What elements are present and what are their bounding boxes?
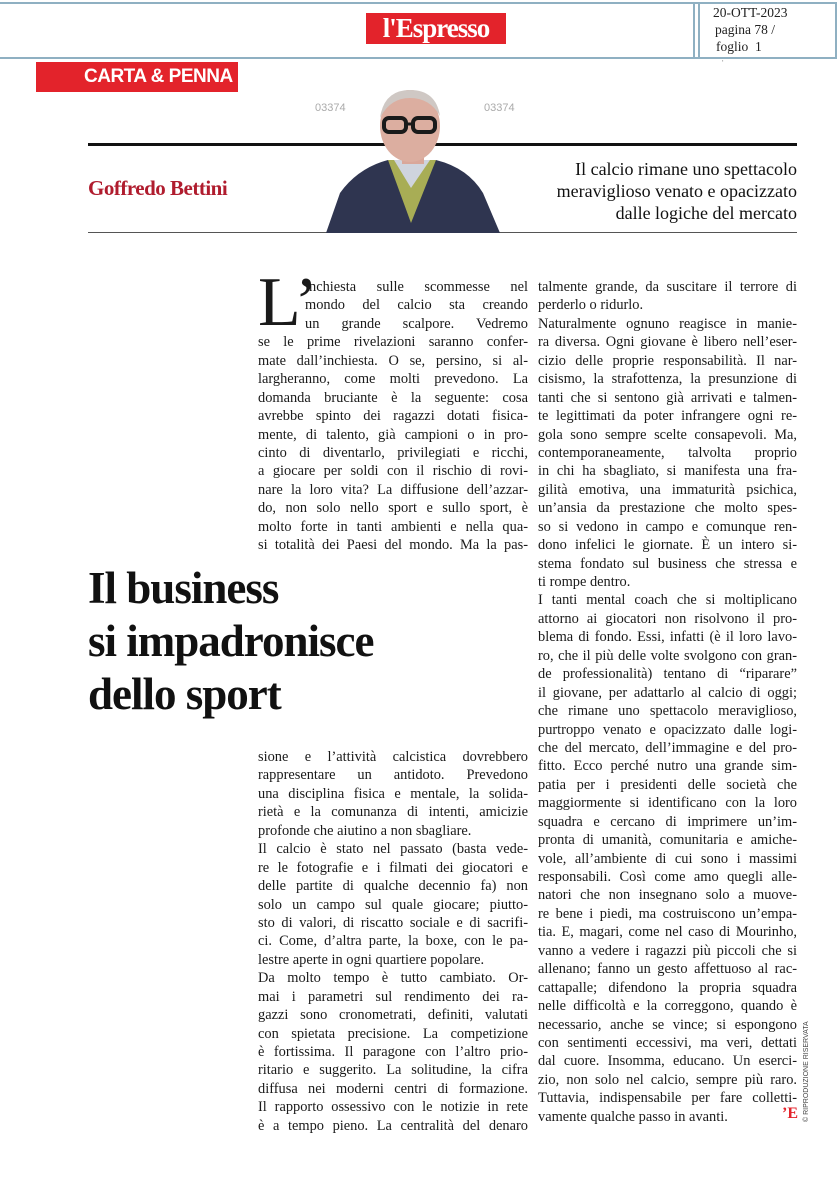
end-mark: ’E [782,1105,798,1122]
date-box [713,4,788,55]
text-line: attorno ai giocatori non risolvono il pro- [538,610,797,627]
text-line: blema di fondo. Essi, infatti (è il loro lavo- [538,629,797,646]
text-line: re bene i piedi, ma costruiscono un’empa- [538,905,797,922]
text-line: I tanti mental coach che si moltiplicano [538,592,797,609]
text-line: talmente grande, da suscitare il terrore di [538,279,797,295]
headline-line: si impadronisce [88,616,374,666]
text-line: nelle difficoltà e la correggono, quando è [538,998,797,1015]
text-line: in chi ha sbagliato, si manifesta una fra- [538,463,797,480]
author-photo [318,88,504,233]
headline-line: dello sport [88,669,281,719]
body-column-3 [538,278,797,1126]
clip-code: 03374 [484,102,515,114]
subtitle-line: meraviglioso venato e opacizzato [556,181,797,201]
text-line: vole, all’ambiente di cui sono i massimi [538,850,797,867]
text-line: sione e l’attività calcistica dovrebbero [258,749,528,765]
text-line: tia. E, magari, come nel caso di Mourinho, [538,924,797,941]
text-line: perderlo o ridurlo. [538,297,644,314]
text-line: do, non solo nello sport e sullo sport, è [258,500,528,517]
text-line: diffusa nei moderni centri di formazione. [258,1080,528,1097]
text-line: si totalità dei Paesi del mondo. Ma la pas- [258,537,528,554]
text-line: con sentimenti eccessivi, ma veri, dettati [538,1034,797,1051]
text-line: mente, di talento, già campioni o in pro- [258,426,528,443]
text-line: rappresentare un antidoto. Prevedono [258,767,528,784]
section-rubric: CARTA & PENNA [36,62,238,92]
header-divider [698,2,700,57]
text-line: è a tempo pieno. La centralità del denaro [258,1117,528,1134]
header-divider [693,2,695,57]
text-line: ro, che il più delle volte svolgono con gran- [538,647,797,664]
text-line: patia per i presidenti delle società che [538,776,797,793]
text-line: ci. Come, d’altra parte, la boxe, con le pa- [258,933,528,950]
text-line: so si vedono in campo e comunque ren- [538,518,797,535]
text-line: gazzi sono cronometrati, definiti, valutati [258,1007,528,1024]
text-line: sto di valori, di riscatto sociale e di sacrifi- [258,914,528,931]
text-line: mai i parametri sul rendimento dei ra- [258,988,528,1005]
text-line: allenano; fanno un gesto affettuoso al rac- [538,961,797,978]
text-line: a giocare per soldi con il rischio di rovi- [258,463,528,480]
body-column-2-top [258,278,528,555]
text-line: solo un campo sul quale giocare; piutto- [258,896,528,913]
text-line: dono infelici le giornate. È un intero si- [538,537,797,554]
text-line: necessario, anche se vince; si espongono [538,1016,797,1033]
text-line: profonde che aiutino a non sbagliare. [258,822,472,839]
text-line: con spietata precisione. La competizione [258,1025,528,1042]
text-line: natori che non insegnano solo a muove- [538,887,797,904]
text-line: dal cuore. Insomma, educano. Un eserci- [538,1053,797,1070]
text-line: Naturalmente ognuno reagisce in manie- [538,315,797,332]
copyright-notice: © RIPRODUZIONE RISERVATA [803,1021,810,1122]
text-line: avrebbe spinto dei ragazzi dotati fisica- [258,408,528,425]
text-line: gilità emotiva, una immaturità psichica, [538,481,797,498]
text-line: cizio delle proprie responsabilità. Il nar- [538,352,797,369]
text-line: cisismo, la strafottenza, la presunzione di [538,371,797,388]
text-line: che rimane uno spettacolo meraviglioso, [538,703,797,720]
date: 20-OTT-2023 [713,5,788,20]
text-line: vamente qualche passo in avanti. [538,1108,728,1125]
text-line: contemporaneamente, talvolta proprio [538,444,797,461]
text-line: stema fondato sul business che stressa e [538,555,797,572]
text-line: ti rompe dentro. [538,574,631,590]
text-line: Tuttavia, indispensabile per fare colletti- [538,1090,797,1107]
text-line: un’ansia da prestazione che molto spes- [538,500,797,517]
text-line: un grande scalpore. Vedremo [305,315,528,332]
author-name: Goffredo Bettini [88,176,228,200]
text-line: zio, non solo nel calcio, sempre più raro. [538,1071,797,1088]
text-line: una disciplina fisica e mentale, la solida- [258,785,528,802]
text-line: vanno a vedere i ragazzi più piccoli che si [538,942,797,959]
text-line: mondo del calcio sta creando [305,297,528,314]
text-line: maggiormente si identificano con la loro [538,795,797,812]
text-line: domanda bruciante è la seguente: cosa [258,389,528,406]
text-line: è fortissima. Il paragone con l’altro prio- [258,1044,528,1060]
text-line: fitto. Ecco perché nutro una grande sim- [538,758,797,775]
text-line: mate dall’inchiesta. O se, persino, si al- [258,352,528,369]
clip-code: 03374 [315,102,346,114]
body-column-2-bottom [258,748,528,1135]
text-line: delle partite di qualche decennio fa) non [258,878,528,895]
article-headline [88,562,373,721]
text-line: cattapalle; difendono la propria squadra [538,979,797,996]
text-line: tanti che si sentono già arrivati e talmen- [538,389,797,406]
text-line: che del mercato, dell’immagine e del pro- [538,739,797,756]
text-line: squadra e cercano di imprimere un’im- [538,813,797,830]
text-line: Il rapporto ossessivo con le notizie in rete [258,1099,528,1116]
text-line: ritario e suggerito. La solitudine, la cifra [258,1062,528,1079]
text-line: responsabili. Così come amo quegli alle- [538,869,797,885]
text-line: molto forte in tanti ambienti e nella qua- [258,518,528,535]
subtitle-line: Il calcio rimane uno spettacolo [575,159,797,179]
text-line: il giovane, per adattarlo al calcio di oggi; [538,684,797,701]
text-line: se le prime rivelazioni saranno confer- [258,334,528,351]
text-line: largheranno, come molti prevedono. La [258,371,528,388]
text-line: de professionalità) tentano di “riparare” [538,666,797,683]
drop-cap: L’ [258,264,318,341]
text-line: Il calcio è stato nel passato (basta vede- [258,841,528,858]
page-number: pagina 78 / [715,22,775,37]
headline-line: Il business [88,563,279,613]
text-line: ra diversa. Ogni giovane è libero nell’eser- [538,334,797,351]
text-line: cinto di diventarlo, privilegiati e ricchi, [258,444,528,461]
text-line: pronta di umanità, comunitaria e amiche- [538,832,797,849]
text-line: re le fotografie e i filmati dei giocatori e [258,859,528,876]
text-line: Da molto tempo è tutto cambiato. Or- [258,970,528,987]
text-line: inchiesta sulle scommesse nel [305,279,528,295]
tiny-mark: ▪ [722,58,724,63]
text-line: rietà e la comunanza di intenti, amicizie [258,804,528,821]
subtitle-line: dalle logiche del mercato [615,203,797,223]
text-line: nare la loro vita? La diffusione dell’azzar- [258,481,528,498]
text-line: lestre aperte in ogni quartiere popolare. [258,951,485,968]
text-line: te legittimati da poter infrangere ogni re- [538,408,797,425]
sheet-number: foglio 1 [716,39,762,54]
text-line: gola sono sempre scelte consapevoli. Ma, [538,426,797,443]
text-line: purtroppo venato e opacizzato dalle logi- [538,721,797,738]
article-subtitle [537,158,797,224]
publication-logo: l'Espresso [366,13,506,44]
